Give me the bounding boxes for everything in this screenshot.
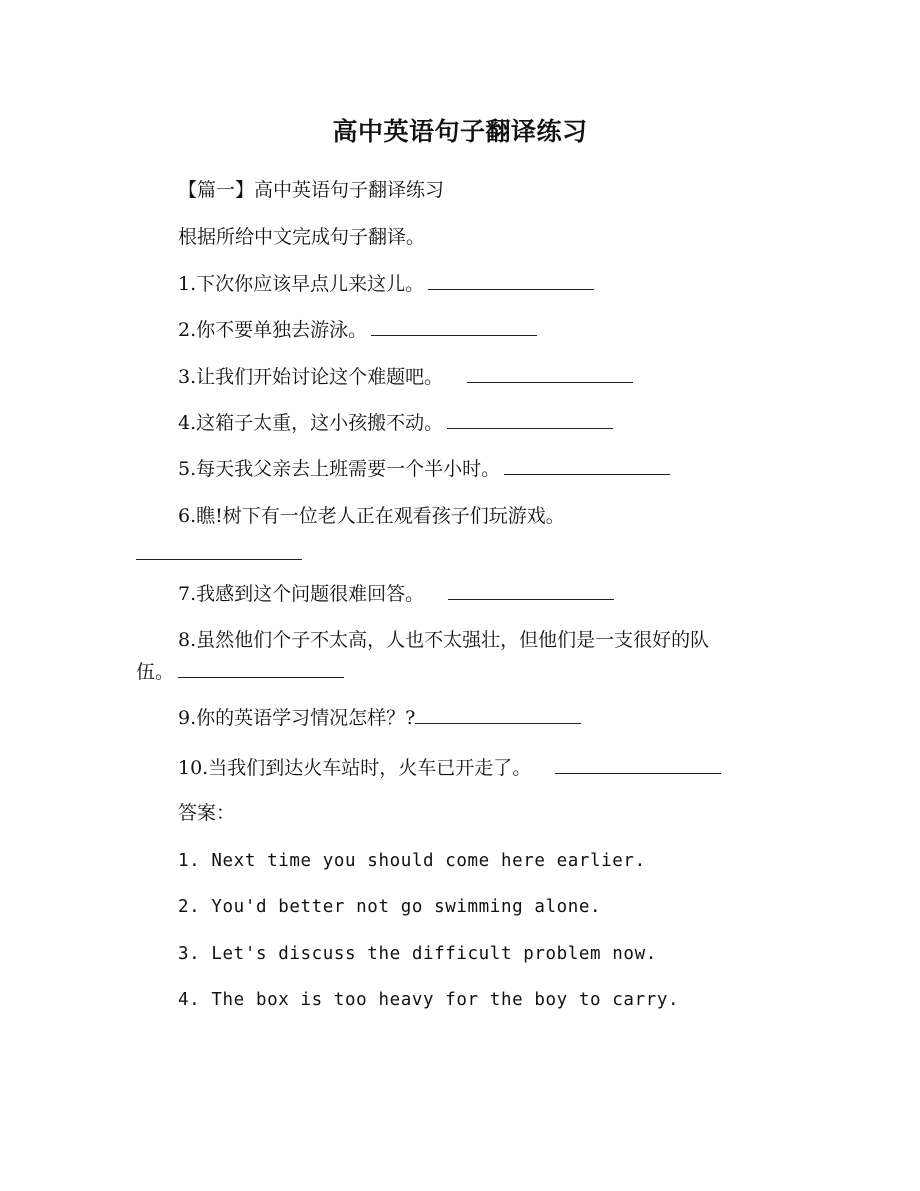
question-2: [178, 316, 537, 344]
question-text: 2.你不要单独去游泳。: [178, 319, 368, 341]
question-text: 10.当我们到达火车站时，火车已开走了。: [178, 757, 532, 779]
question-1: [178, 270, 594, 298]
question-4: [178, 409, 613, 437]
question-5: [178, 455, 670, 483]
question-9: [178, 704, 581, 732]
question-text: 7.我感到这个问题很难回答。: [178, 583, 425, 605]
question-6: [178, 502, 565, 530]
answer-blank: [371, 317, 537, 336]
question-text: 伍。: [136, 661, 175, 683]
question-text: 8.虽然他们个子不太高，人也不太强壮，但他们是一支很好的队: [178, 629, 710, 651]
answer-blank: [447, 410, 613, 429]
answer-line-1: 1. Next time you should come here earlier.: [178, 851, 646, 871]
question-8: [178, 626, 709, 654]
question-7: [178, 580, 614, 608]
answer-line-3: 3. Let's discuss the difficult problem now.: [178, 944, 657, 964]
section-heading: 【篇一】高中英语句子翻译练习: [178, 179, 445, 201]
question-6-blank-line: [136, 540, 302, 568]
page-title: 高中英语句子翻译练习: [332, 117, 588, 146]
question-8-continuation: [136, 658, 344, 686]
answer-blank: [136, 541, 302, 560]
answer-blank: [178, 659, 344, 678]
question-text: 1.下次你应该早点儿来这儿。: [178, 273, 425, 295]
question-text: 4.这箱子太重，这小孩搬不动。: [178, 412, 444, 434]
answer-line-2: 2. You'd better not go swimming alone.: [178, 897, 602, 917]
question-text: 6.瞧!树下有一位老人正在观看孩子们玩游戏。: [178, 505, 565, 527]
instruction-text: 根据所给中文完成句子翻译。: [178, 226, 426, 248]
question-10: [178, 754, 721, 782]
answer-blank: [467, 364, 633, 383]
answer-blank: [555, 755, 721, 774]
answers-label: 答案：: [178, 802, 236, 824]
answer-line-4: 4. The box is too heavy for the boy to carry.: [178, 990, 680, 1010]
answer-blank: [448, 581, 614, 600]
answer-blank: [415, 705, 581, 724]
question-text: 9.你的英语学习情况怎样？?: [178, 707, 416, 729]
question-text: 5.每天我父亲去上班需要一个半小时。: [178, 458, 501, 480]
question-text: 3.让我们开始讨论这个难题吧。: [178, 366, 444, 388]
question-3: [178, 363, 633, 391]
answer-blank: [428, 271, 594, 290]
answer-blank: [504, 456, 670, 475]
